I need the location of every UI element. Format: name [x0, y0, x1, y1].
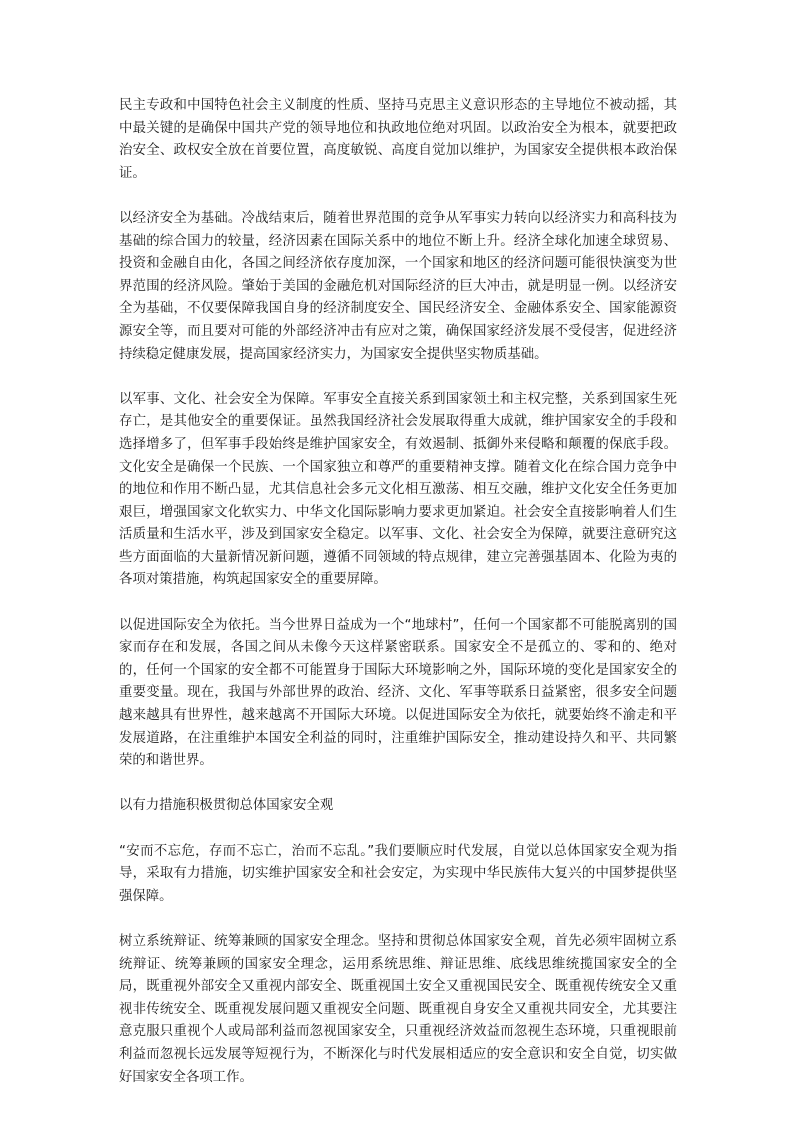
paragraph-quote: “安而不忘危，存而不忘亡，治而不忘乱。”我们要顺应时代发展，自觉以总体国家安全观为指导，采取有力措施，切实维护国家安全和社会安定，为实现中华民族伟大复兴的中国梦提供坚强保障。 [119, 843, 677, 904]
paragraph-security-concept: 树立系统辩证、统筹兼顾的国家安全理念。坚持和贯彻总体国家安全观，首先必须牢固树立系统辩证、统筹兼顾的国家安全理念，运用系统思维、辩证思维、底线思维统揽国家安全的全局，既重视外部安全又重视内部安全、既重视国土安全又重视国民安全、既重视传统安全又重视非传统安全、既重视发展问题又重视安全问题、既重视自身安全又重视共同安全，尤其要注意克服只重视个人或局部利益而忽视国家安全，只重视经济效益而忽视生态环境，只重视眼前利益而忽视长远发展等短视行为，不断深化与时代发展相适应的安全意识和安全自觉，切实做好国家安全各项工作。 [119, 933, 677, 1085]
paragraph-political-security: 民主专政和中国特色社会主义制度的性质、坚持马克思主义意识形态的主导地位不被动摇，其中最关键的是确保中国共产党的领导地位和执政地位绝对巩固。以政治安全为根本，就要把政治安全、政权安全放在首要位置，高度敏锐、高度自觉加以维护，为国家安全提供根本政治保证。 [119, 98, 677, 181]
paragraph-economic-security: 以经济安全为基础。冷战结束后，随着世界范围的竞争从军事实力转向以经济实力和高科技为基础的综合国力的较量，经济因素在国际关系中的地位不断上升。经济全球化加速全球贸易、投资和金融自由化，各国之间经济依存度加深，一个国家和地区的经济问题可能很快演变为世界范围的经济风险。肇始于美国的金融危机对国际经济的巨大冲击，就是明显一例。以经济安全为基础，不仅要保障我国自身的经济制度安全、国民经济安全、金融体系安全、国家能源资源安全等，而且要对可能的外部经济冲击有应对之策，确保国家经济发展不受侵害，促进经济持续稳定健康发展，提高国家经济实力，为国家安全提供坚实物质基础。 [119, 210, 677, 362]
paragraph-international-security: 以促进国际安全为依托。当今世界日益成为一个“地球村”，任何一个国家都不可能脱离别的国家而存在和发展，各国之间从未像今天这样紧密联系。国家安全不是孤立的、零和的、绝对的，任何一个国家的安全都不可能置身于国际大环境影响之外，国际环境的变化是国家安全的重要变量。现在，我国与外部世界的政治、经济、文化、军事等联系日益紧密，很多安全问题越来越具有世界性，越来越离不开国际大环境。以促进国际安全为依托，就要始终不渝走和平发展道路，在注重维护本国安全利益的同时，注重维护国际安全，推动建设持久和平、共同繁荣的和谐世界。 [119, 617, 677, 769]
section-heading: 以有力措施积极贯彻总体国家安全观 [119, 798, 334, 814]
document-body [119, 95, 677, 1112]
paragraph-military-cultural-social-security: 以军事、文化、社会安全为保障。军事安全直接关系到国家领土和主权完整，关系到国家生死存亡，是其他安全的重要保证。虽然我国经济社会发展取得重大成就，维护国家安全的手段和选择增多了，但军事手段始终是维护国家安全，有效遏制、抵御外来侵略和颠覆的保底手段。文化安全是确保一个民族、一个国家独立和尊严的重要精神支撑。随着文化在综合国力竞争中的地位和作用不断凸显，尤其信息社会多元文化相互激荡、相互交融，维护文化安全任务更加艰巨，增强国家文化软实力、中华文化国际影响力要求更加紧迫。社会安全直接影响着人们生活质量和生活水平，涉及到国家安全稳定。以军事、文化、社会安全为保障，就要注意研究这些方面面临的大量新情况新问题，遵循不同领域的特点规律，建立完善强基固本、化险为夷的各项对策措施，构筑起国家安全的重要屏障。 [119, 391, 677, 588]
